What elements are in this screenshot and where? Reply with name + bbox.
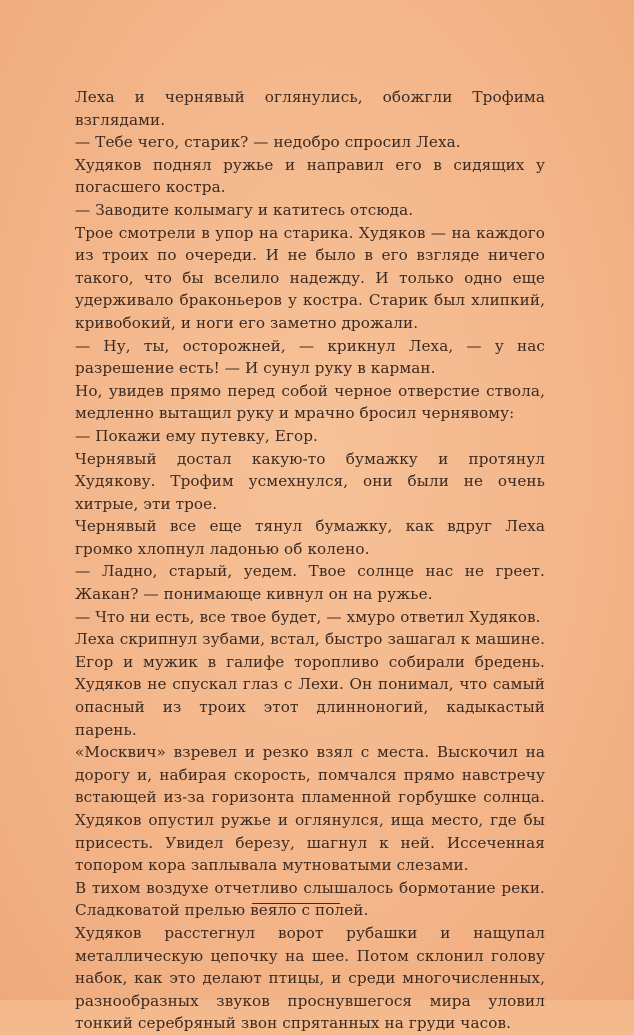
paragraph-10: Чернявый все еще тянул бумажку, как вдруг Леха громко хлопнул ладонью об колено. (75, 517, 545, 558)
paragraph-3: Худяков поднял ружье и направил его в сидящих у погасшего костра. (75, 155, 545, 197)
paragraph-14: «Москвич» взревел и резко взял с места. Выскочил на дорогу и, набирая скорость, помчался прямо навстречу встающей из-за горизонта пламенной горбушке солнца. Худяков опустил ружье и оглянулся, ища место, где бы присесть. Увидел березу, шагнул к ней. Иссеченная топором кора заплывала мутноватыми слезами. (75, 743, 545, 875)
paragraph-7: Но, увидев прямо перед собой черное отверстие ствола, медленно вытащил руку и мрачно бросил чернявому: (75, 381, 545, 423)
paragraph-1: Леха и чернявый оглянулись, обожгли Трофима взглядами. (75, 88, 545, 129)
closing-divider (252, 903, 340, 904)
paragraph-13: Леха скрипнул зубами, встал, быстро зашагал к машине. Егор и мужик в галифе торопливо собирали бредень. Худяков не спускал глаз с Лехи. Он понимал, что самый опасный из троих этот длинноногий, кадыкастый парень. (75, 630, 545, 739)
paragraph-4: — Заводите колымагу и катитесь отсюда. (75, 200, 414, 219)
paragraph-16: Худяков расстегнул ворот рубашки и нащупал металлическую цепочку на шее. Потом склонил голову набок, как это делают птицы, и среди многочисленных, разнообразных звуков проснувшегося мира уловил тонкий серебряный звон спрятанных на груди часов. (75, 923, 545, 1033)
paragraph-6: — Ну, ты, осторожней, — крикнул Леха, — у нас разрешение есть! — И сунул руку в карман. (75, 336, 545, 378)
paragraph-9: Чернявый достал какую-то бумажку и протянул Худякову. Трофим усмехнулся, они были не очень хитрые, эти трое. (75, 449, 545, 513)
story-text (75, 86, 545, 1035)
paragraph-12: — Что ни есть, все твое будет, — хмуро ответил Худяков. (75, 607, 541, 626)
paragraph-2: — Тебе чего, старик? — недобро спросил Леха. (75, 133, 461, 152)
paragraph-8: — Покажи ему путевку, Егор. (75, 426, 318, 445)
paragraph-5: Трое смотрели в упор на старика. Худяков — на каждого из троих по очереди. И не было в его взгляде ничего такого, что бы вселило надежду. И только одно еще удерживало браконьеров у костра. Старик был хлипкий, кривобокий, и ноги его заметно дрожали. (75, 223, 545, 332)
paragraph-11: — Ладно, старый, уедем. Твое солнце нас не греет. Жакан? — понимающе кивнул он на ружье. (75, 562, 545, 604)
paragraph-15: В тихом воздухе отчетливо слышалось бормотание реки. Сладковатой прелью веяло с полей. (75, 878, 545, 920)
